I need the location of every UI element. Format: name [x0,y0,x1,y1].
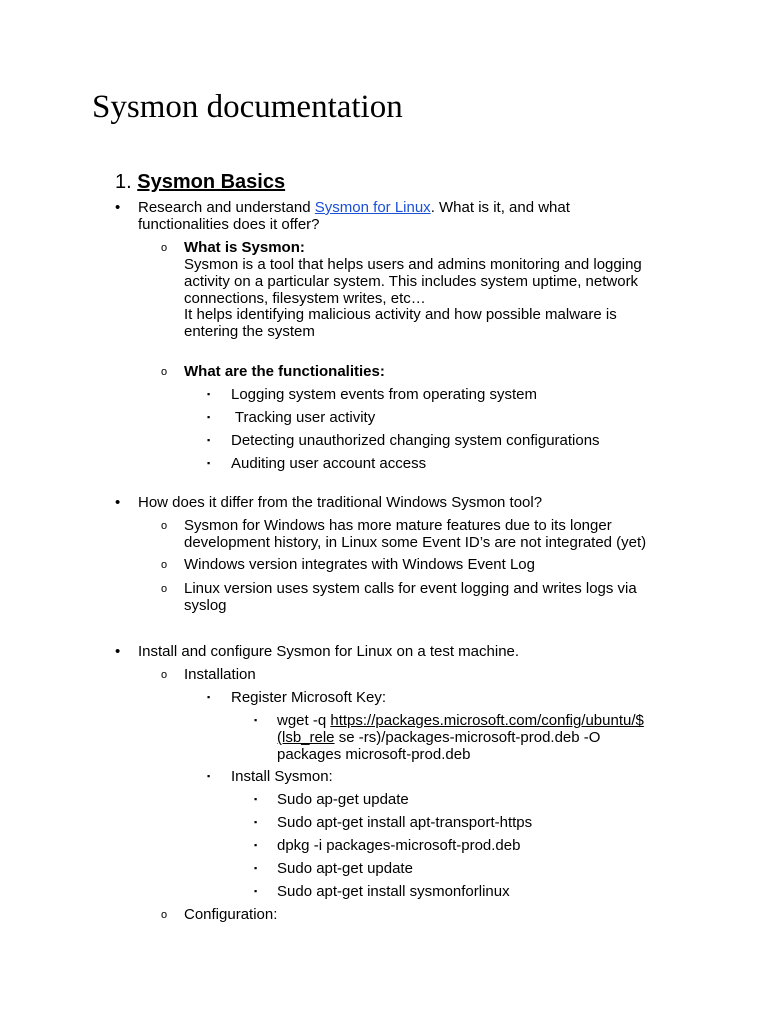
circle-bullet-icon: o [161,583,168,595]
bullet-disc-icon: • [115,199,121,216]
what-is-sysmon-label: What is Sysmon: [184,239,305,256]
section-heading [115,170,285,194]
bullet1-text-post: . What is it, and what [430,199,570,216]
difference-line: Linux version uses system calls for event logging and writes logs via [184,580,637,597]
wget-line2 [277,729,600,746]
bullet-disc-icon: • [115,643,121,660]
circle-bullet-icon: o [161,520,168,532]
functionalities-label: What are the functionalities: [184,363,385,380]
circle-bullet-icon: o [161,242,168,254]
installation-label: Installation [184,666,256,683]
square-bullet-icon: ▪ [254,817,258,827]
functionality-item: Logging system events from operating system [231,386,537,403]
square-bullet-icon: ▪ [254,886,258,896]
command-item: Sudo ap-get update [277,791,409,808]
functionality-item: Auditing user account access [231,455,427,472]
square-bullet-icon: ▪ [207,412,211,422]
functionality-item: Tracking user activity [231,409,376,426]
command-item: Sudo apt-get update [277,860,413,877]
square-bullet-icon: ▪ [207,458,211,468]
square-bullet-icon: ▪ [254,715,258,725]
difference-line: Windows version integrates with Windows Event Log [184,556,535,573]
install-sysmon-label: Install Sysmon: [231,768,333,785]
circle-bullet-icon: o [161,559,168,571]
section-title: Sysmon Basics [137,171,286,193]
bullet1-line1 [138,199,570,216]
circle-bullet-icon: o [161,909,168,921]
wget-args: se -rs)/packages-microsoft-prod.deb -O [334,729,601,746]
wget-command: wget -q [277,712,331,729]
what-is-line: entering the system [184,323,315,340]
bullet-disc-icon: • [115,494,121,511]
wget-line1 [277,712,644,729]
register-key-label: Register Microsoft Key: [231,689,387,706]
what-is-line: It helps identifying malicious activity and how possible malware is [184,306,617,323]
circle-bullet-icon: o [161,366,168,378]
square-bullet-icon: ▪ [254,863,258,873]
bullet1-text-pre: Research and understand [138,199,315,216]
square-bullet-icon: ▪ [254,794,258,804]
what-is-line: connections, filesystem writes, etc… [184,290,426,307]
bullet1-line2: functionalities does it offer? [138,216,320,233]
difference-line: development history, in Linux some Event ID’s are not integrated (yet) [184,534,647,551]
square-bullet-icon: ▪ [207,389,211,399]
what-is-line: activity on a particular system. This includes system uptime, network [184,273,639,290]
square-bullet-icon: ▪ [207,771,211,781]
what-is-line: Sysmon is a tool that helps users and admins monitoring and logging [184,256,642,273]
circle-bullet-icon: o [161,669,168,681]
sysmon-for-linux-link[interactable]: Sysmon for Linux [314,199,431,216]
difference-line: syslog [184,597,227,614]
command-item: dpkg -i packages-microsoft-prod.deb [277,837,521,854]
square-bullet-icon: ▪ [207,435,211,445]
wget-line3: packages microsoft-prod.deb [277,746,471,763]
section-number: 1. [115,171,132,193]
command-item: Sudo apt-get install sysmonforlinux [277,883,510,900]
square-bullet-icon: ▪ [254,840,258,850]
square-bullet-icon: ▪ [207,692,211,702]
bullet2-text: How does it differ from the traditional Windows Sysmon tool? [138,494,543,511]
microsoft-packages-link[interactable]: https://packages.microsoft.com/config/ubuntu/$ [330,712,644,729]
bullet3-text: Install and configure Sysmon for Linux on a test machine. [138,643,520,660]
configuration-label: Configuration: [184,906,278,923]
difference-line: Sysmon for Windows has more mature features due to its longer [184,517,612,534]
command-item: Sudo apt-get install apt-transport-https [277,814,533,831]
functionality-item: Detecting unauthorized changing system configurations [231,432,600,449]
document-title: Sysmon documentation [92,89,403,125]
lsb-release-link[interactable]: (lsb_rele [277,729,335,746]
